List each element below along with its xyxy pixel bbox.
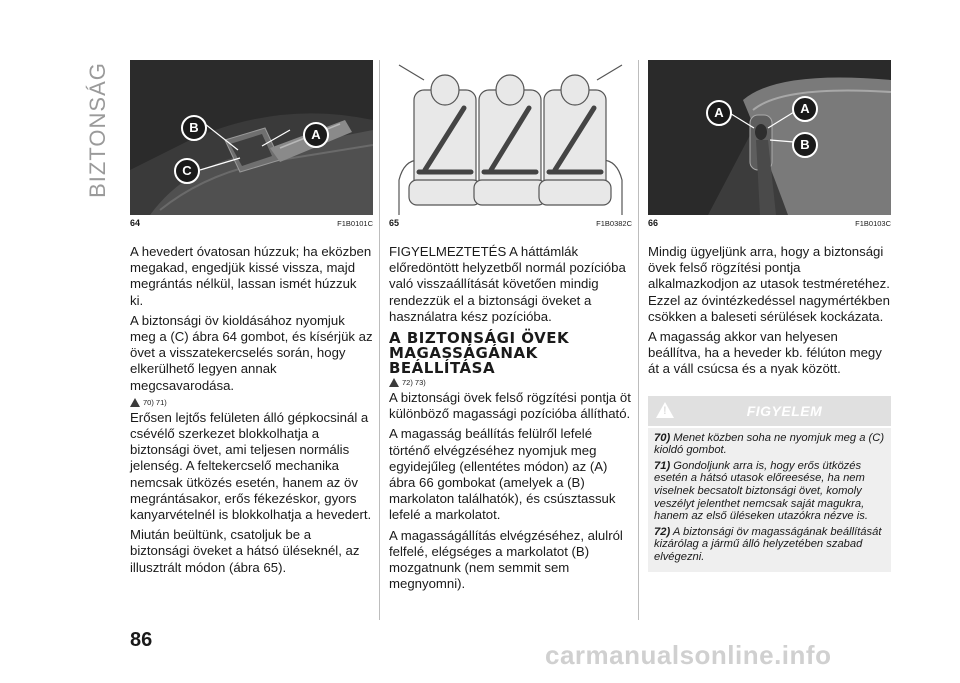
warning-box-body [648, 428, 891, 572]
figure-64-caption [130, 216, 373, 232]
section-side-title [78, 55, 118, 205]
paragraph: A magasságállítás elvégzéséhez, alulról felfelé, elégséges a markolatot (B) mozgatnunk (nem semmit sem megnyomni). [389, 527, 623, 592]
warning-number: 72) [654, 525, 671, 538]
warning-triangle-icon [389, 378, 399, 387]
warning-item [654, 526, 885, 564]
column-divider [638, 60, 639, 620]
paragraph: A hevedert óvatosan húzzuk; ha eközben megakad, engedjük kissé vissza, majd megrántás nélkül, lassan ismét húzzuk ki. [130, 244, 372, 308]
warning-title: FIGYELEM [746, 402, 823, 419]
seatbelt-buckle-illustration [130, 60, 373, 215]
column-1 [130, 60, 373, 580]
paragraph: Mindig ügyeljünk arra, hogy a biztonsági övek felső rögzítési pontja alkalmazkodjon az utasok testméretéhez. Ezzel az óvintézkedéssel nagymértékben csökken a baleseti sérülések kockázata. [648, 244, 890, 324]
figure-65 [389, 60, 632, 215]
paragraph: FIGYELMEZTETÉS A háttámlák előredöntött helyzetből normál pozícióba való visszaállítását követően mindig rendezzük el a biztonsági öveket a használatra kész pozícióba. [389, 244, 626, 324]
warning-box-header [648, 396, 891, 426]
figure-number: 65 [389, 218, 400, 228]
warning-item [654, 432, 885, 457]
paragraph: A magasság akkor van helyesen beállítva, ha a heveder kb. félúton megy át a váll csúcsa és a nyak között. [648, 329, 882, 377]
figure-code: F1B0103C [855, 219, 891, 228]
figure-66 [648, 60, 891, 215]
warning-triangle-icon [130, 398, 140, 407]
figure-code: F1B0382C [596, 219, 632, 228]
warning-number: 70) [654, 431, 671, 444]
figure-number: 64 [130, 218, 141, 228]
figure-64 [130, 60, 373, 215]
paragraph: Erősen lejtős felületen álló gépkocsinál a csévélő szerkezet blokkolhatja a biztonsági övet, ami teljesen normális jelenség. A feltekercselő mechanika nemcsak ütközés esetén, hanem az öv megrántásakor, erős fékezéskor, gyors kanyarvételnél is blokkolhatja a hevedert. [130, 409, 372, 523]
warning-item [654, 460, 885, 523]
label-c-fig64: C [174, 158, 200, 184]
paragraph: A biztonsági öv kioldásához nyomjuk meg a (C) ábra 64 gombot, és kísérjük az övet a visszatekercselés során, hogy elkerülhető legyen annak megcsavarodása. [130, 312, 373, 393]
warning-refs-text: 70) 71) [143, 397, 167, 407]
figure-66-caption [648, 216, 891, 232]
figure-number: 66 [648, 218, 659, 228]
label-a-left-fig66: A [706, 100, 732, 126]
column-2 [389, 60, 632, 596]
paragraph: A magasság beállítás felülről lefelé történő elvégzéséhez nyomjuk meg egyidejűleg (ellentétes módon) az (A) ábra 66 gombokat (amelyek a (B) markolaton találhatók), és csúsztassuk lefelé a markolatot. [389, 426, 616, 523]
belt-height-adjuster-illustration [648, 60, 891, 215]
warning-refs-text: 72) 73) [402, 378, 426, 388]
figure-65-caption [389, 216, 632, 232]
label-b-fig64: B [181, 115, 207, 141]
paragraph: A biztonsági övek felső rögzítési pontja öt különböző magassági pozícióba állítható. [389, 390, 631, 422]
paragraph: Miután beültünk, csatoljuk be a biztonsági öveket a hátsó üléseknél, az illusztrált módon (ábra 65). [130, 527, 360, 575]
figure-code: F1B0101C [337, 219, 373, 228]
column-divider [379, 60, 380, 620]
label-b-fig66: B [792, 132, 818, 158]
column-3 [648, 60, 891, 572]
warning-text: A biztonsági öv magasságának beállítását kizárólag a jármű álló helyzetében szabad elvégezni. [654, 525, 882, 563]
side-title-text: BIZTONSÁG [85, 62, 110, 198]
rear-seats-belts-illustration [389, 60, 632, 215]
section-heading: A BIZTONSÁGI ÖVEK MAGASSÁGÁNAK BEÁLLÍTÁSA [389, 329, 570, 378]
warning-refs [389, 378, 632, 387]
warning-number: 71) [654, 459, 671, 472]
watermark: carmanualsonline.info [545, 640, 832, 670]
page-number: 86 [130, 629, 153, 651]
label-a-right-fig66: A [792, 96, 818, 122]
label-a-fig64: A [303, 122, 329, 148]
warning-text: Menet közben soha ne nyomjuk meg a (C) kioldó gombot. [654, 431, 885, 457]
warning-text: Gondoljunk arra is, hogy erős ütközés esetén a hátsó utasok előreesése, ha nem viselnek becsatolt biztonsági övet, komoly veszélyt jelenthet nemcsak saját magukra, hanem az első üléseken utazókra nézve is. [654, 459, 868, 523]
warning-refs [130, 398, 373, 407]
